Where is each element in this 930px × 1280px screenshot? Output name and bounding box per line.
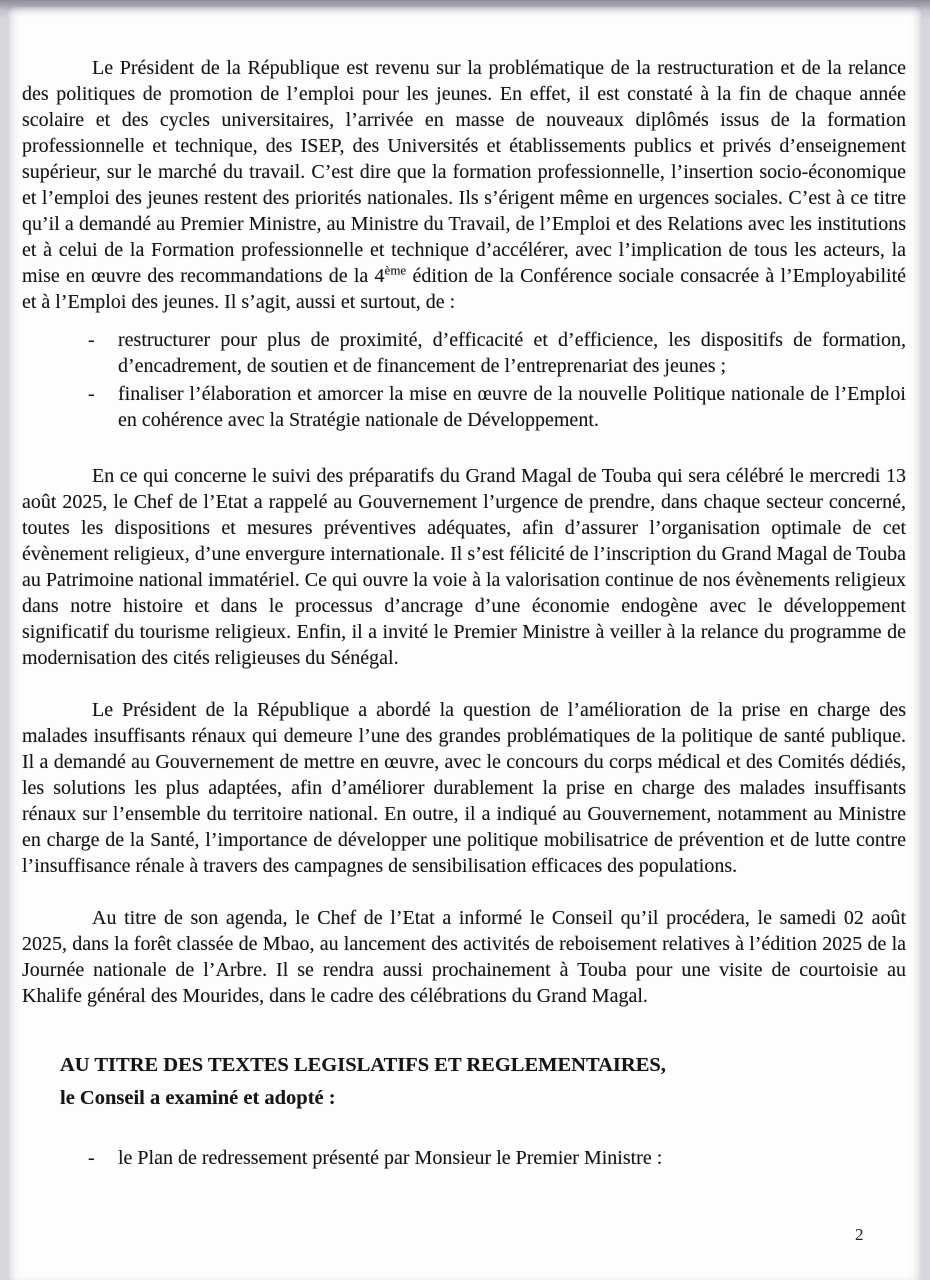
dash-bullet-marker: - bbox=[88, 329, 95, 351]
section-heading bbox=[60, 1049, 906, 1115]
document-page bbox=[7, 7, 922, 1280]
list-item-text: finaliser l’élaboration et amorcer la mise en œuvre de la nouvelle Politique nationale de l’Emploi en cohérence avec la Stratégie nationale de Développement. bbox=[118, 383, 906, 431]
list-item bbox=[88, 1145, 906, 1171]
dash-bullet-marker: - bbox=[88, 1147, 95, 1169]
adopted-texts-list bbox=[22, 1145, 906, 1171]
section-heading-line-1: AU TITRE DES TEXTES LEGISLATIFS ET REGLEMENTAIRES, bbox=[60, 1054, 666, 1076]
ordinal-superscript: ème bbox=[384, 262, 407, 278]
paragraph-employment-policy bbox=[22, 55, 906, 315]
paragraph-1-text-after-superscript: édition de la Conférence sociale consacrée à l’Employabilité et à l’Emploi des jeunes. Il s’agit, aussi et surtout, de : bbox=[22, 265, 906, 313]
page-number: 2 bbox=[855, 1225, 864, 1244]
paragraph-1-text-before-superscript: Le Président de la République est revenu sur la problématique de la restructuration et de la relance des politiques de promotion de l’emploi pour les jeunes. En effet, il est constaté à la fin de chaque année scolaire et des cycles universitaires, l’arrivée en masse de nouveaux diplômés issus de la formation professionnelle et technique, des ISEP, des Universités et établissements publics et privés d’enseignement supérieur, sur le marché du travail. C’est dire que la formation professionnelle, l’insertion socio-économique et l’emploi des jeunes restent des priorités nationales. Ils s’érigent même en urgences sociales. C’est à ce titre qu’il a demandé au Premier Ministre, au Ministre du Travail, de l’Emploi et des Relations avec les institutions et à celui de la Formation professionnelle et technique d’accélérer, avec l’implication de tous les acteurs, la mise en œuvre des recommandations de la 4 bbox=[22, 57, 906, 287]
list-item bbox=[88, 381, 906, 433]
list-item-text: le Plan de redressement présenté par Monsieur le Premier Ministre : bbox=[118, 1147, 663, 1169]
dash-bullet-marker: - bbox=[88, 383, 95, 405]
employment-measures-list bbox=[22, 327, 906, 433]
document-body bbox=[7, 7, 922, 1171]
paragraph-grand-magal: En ce qui concerne le suivi des préparatifs du Grand Magal de Touba qui sera célébré le mercredi 13 août 2025, le Chef de l’Etat a rappelé au Gouvernement l’urgence de prendre, dans chaque secteur concerné, toutes les dispositions et mesures préventives adéquates, afin d’assurer l’organisation optimale de cet évènement religieux, d’une envergure internationale. Il s’est félicité de l’inscription du Grand Magal de Touba au Patrimoine national immatériel. Ce qui ouvre la voie à la valorisation continue de nos évènements religieux dans notre histoire et dans le processus d’ancrage d’une économie endogène avec le développement significatif du tourisme religieux. Enfin, il a invité le Premier Ministre à veiller à la relance du programme de modernisation des cités religieuses du Sénégal. bbox=[22, 465, 906, 669]
paragraph-renal-health: Le Président de la République a abordé la question de l’amélioration de la prise en charge des malades insuffisants rénaux qui demeure l’une des grandes problématiques de la politique de santé publique. Il a demandé au Gouvernement de mettre en œuvre, avec le concours du corps médical et des Comités dédiés, les solutions les plus adaptées, afin d’améliorer durablement la prise en charge des malades insuffisants rénaux sur l’ensemble du territoire national. En outre, il a indiqué au Gouvernement, notamment au Ministre en charge de la Santé, l’importance de développer une politique mobilisatrice de prévention et de lutte contre l’insuffisance rénale à travers des campagnes de sensibilisation efficaces des populations. bbox=[22, 699, 906, 877]
paragraph-agenda: Au titre de son agenda, le Chef de l’Etat a informé le Conseil qu’il procédera, le samedi 02 août 2025, dans la forêt classée de Mbao, au lancement des activités de reboisement relatives à l’édition 2025 de la Journée nationale de l’Arbre. Il se rendra aussi prochainement à Touba pour une visite de courtoisie au Khalife général des Mourides, dans le cadre des célébrations du Grand Magal. bbox=[22, 907, 906, 1007]
list-item-text: restructurer pour plus de proximité, d’efficacité et d’efficience, les dispositifs de formation, d’encadrement, de soutien et de financement de l’entreprenariat des jeunes ; bbox=[118, 329, 906, 377]
list-item bbox=[88, 327, 906, 379]
section-heading-line-2: le Conseil a examiné et adopté : bbox=[60, 1087, 336, 1109]
